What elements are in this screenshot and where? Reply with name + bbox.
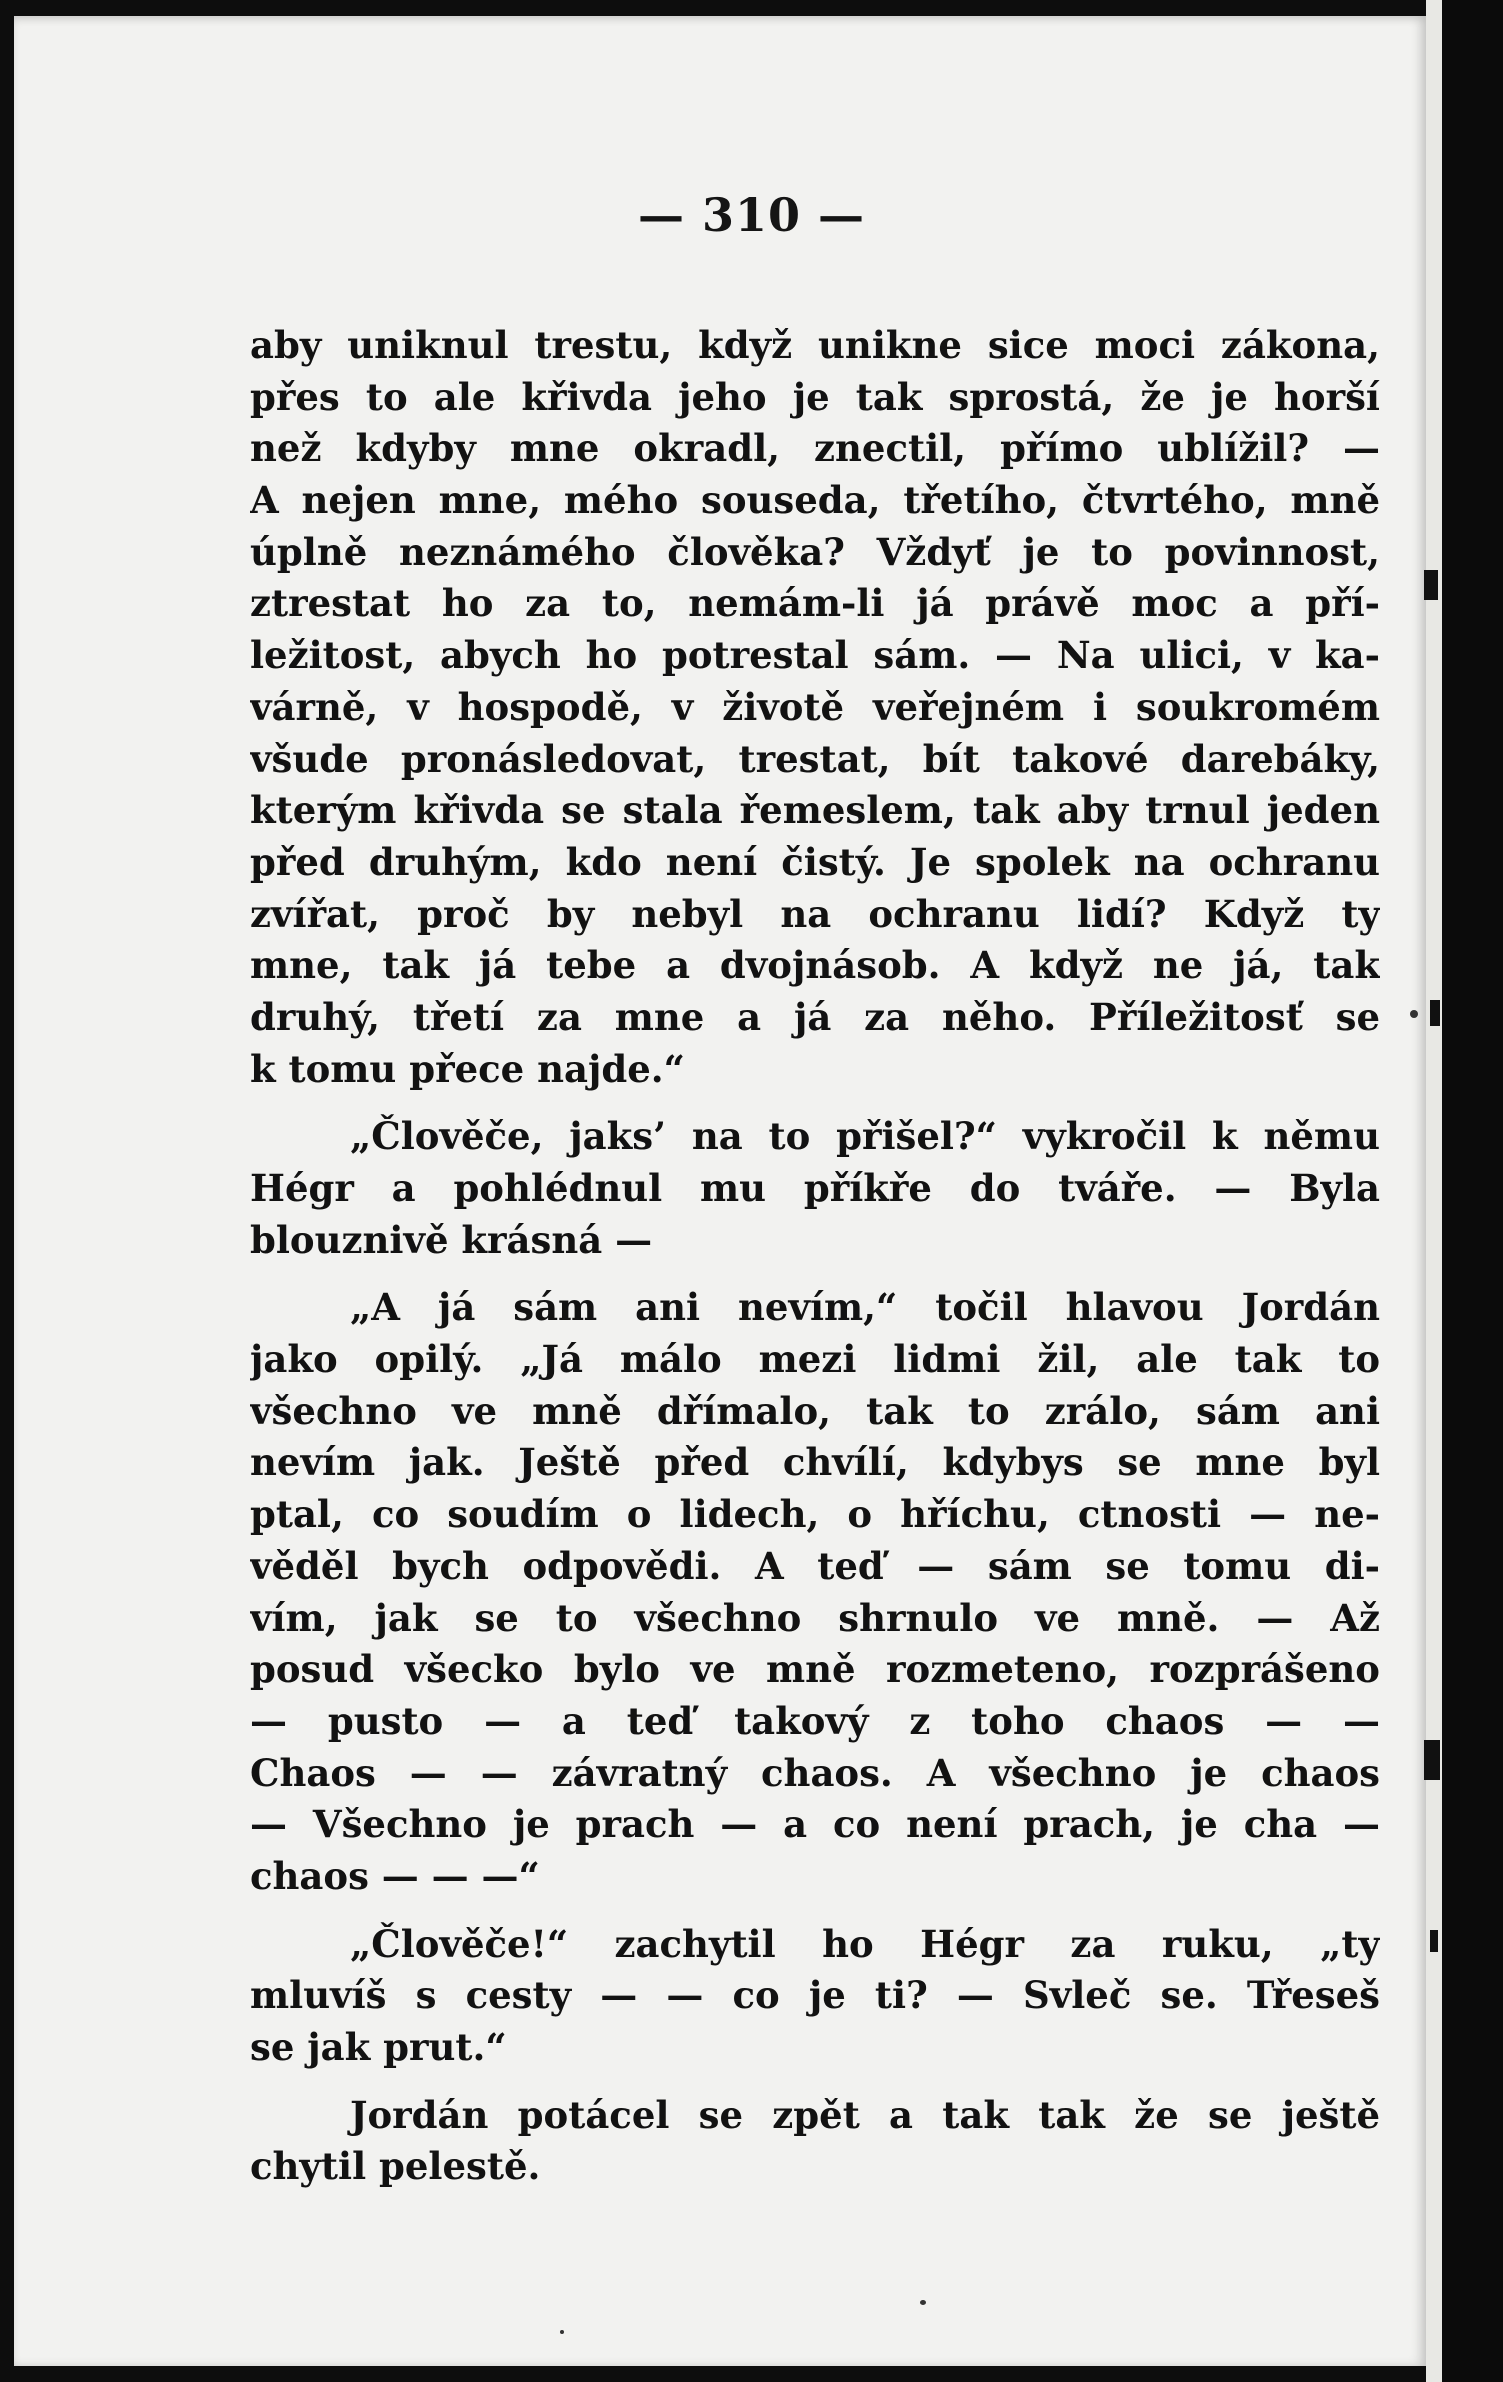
text-line: ztrestat ho za to, nemám-li já právě moc a pří-	[250, 581, 1380, 626]
binding-mark	[1430, 1930, 1438, 1952]
paragraph	[250, 1111, 1380, 1266]
text-line: — pusto — a teď takový z toho chaos — —	[250, 1698, 1380, 1743]
text-line: druhý, třetí za mne a já za něho. Příležitosť se	[250, 994, 1380, 1039]
text-line: zvířat, proč by nebyl na ochranu lidí? Když ty	[250, 891, 1380, 936]
text-line: A nejen mne, mého souseda, třetího, čtvrtého, mně	[250, 478, 1380, 523]
text-line: mne, tak já tebe a dvojnásob. A když ne já, tak	[250, 943, 1380, 988]
text-line: „A já sám ani nevím,“ točil hlavou Jordán	[350, 1285, 1380, 1330]
text-line: Hégr a pohlédnul mu příkře do tváře. — Byla	[250, 1166, 1380, 1210]
body-text	[250, 320, 1380, 2193]
text-line: blouznivě krásná —	[250, 1217, 653, 1262]
text-line: chytil pelestě.	[250, 2144, 541, 2189]
text-line: várně, v hospodě, v životě veřejném i soukromém	[250, 684, 1380, 729]
text-line: kterým křivda se stala řemeslem, tak aby trnul jeden	[250, 788, 1380, 833]
ink-speck	[1410, 1010, 1418, 1018]
text-line: se jak prut.“	[250, 2025, 507, 2069]
text-line: „Člověče, jaks’ na to přišel?“ vykročil k němu	[350, 1114, 1380, 1159]
ink-speck	[560, 2330, 564, 2334]
text-line: ležitost, abych ho potrestal sám. — Na ulici, v ka-	[250, 633, 1380, 678]
text-line: ptal, co soudím o lidech, o hříchu, ctnosti — ne-	[250, 1492, 1380, 1537]
paragraph	[250, 320, 1380, 1095]
text-line: Jordán potácel se zpět a tak tak že se ještě	[350, 2092, 1380, 2137]
text-line: přes to ale křivda jeho je tak sprostá, že je horší	[250, 374, 1380, 419]
text-line: před druhým, kdo není čistý. Je spolek na ochranu	[250, 839, 1380, 884]
scan-edge	[1442, 0, 1503, 2382]
text-line: mluvíš s cesty — — co je ti? — Svleč se. Třeseš	[250, 1973, 1380, 2018]
text-line: nevím jak. Ještě před chvílí, kdybys se mne byl	[250, 1440, 1380, 1485]
text-line: než kdyby mne okradl, znectil, přímo ublížil? —	[250, 426, 1380, 471]
paragraph	[250, 2090, 1380, 2193]
text-line: úplně neznámého člověka? Vždyť je to povinnost,	[250, 529, 1380, 574]
text-line: Chaos — — závratný chaos. A všechno je chaos	[250, 1750, 1380, 1795]
page-gutter	[1426, 0, 1442, 2382]
text-line: „Člověče!“ zachytil ho Hégr za ruku, „ty	[350, 1921, 1380, 1966]
binding-mark	[1424, 1740, 1440, 1780]
paragraph	[250, 1282, 1380, 1902]
ink-speck	[920, 2300, 926, 2305]
text-line: všechno ve mně dřímalo, tak to zrálo, sám ani	[250, 1388, 1380, 1433]
text-line: vím, jak se to všechno shrnulo ve mně. — Až	[250, 1595, 1380, 1640]
text-line: jako opilý. „Já málo mezi lidmi žil, ale tak to	[250, 1337, 1380, 1382]
text-line: aby uniknul trestu, když unikne sice moci zákona,	[250, 323, 1380, 367]
binding-mark	[1430, 1000, 1440, 1026]
binding-mark	[1424, 570, 1438, 600]
page-number: — 310 —	[637, 188, 866, 242]
text-line: posud všecko bylo ve mně rozmeteno, rozprášeno	[250, 1647, 1380, 1692]
text-line: chaos — — —“	[250, 1853, 540, 1898]
text-line: všude pronásledovat, trestat, bít takové darebáky,	[250, 736, 1380, 781]
text-line: — Všechno je prach — a co není prach, je cha —	[250, 1802, 1380, 1847]
paragraph	[250, 1919, 1380, 2074]
text-line: k tomu přece najde.“	[250, 1046, 685, 1091]
text-line: věděl bych odpovědi. A teď — sám se tomu di-	[250, 1543, 1380, 1588]
